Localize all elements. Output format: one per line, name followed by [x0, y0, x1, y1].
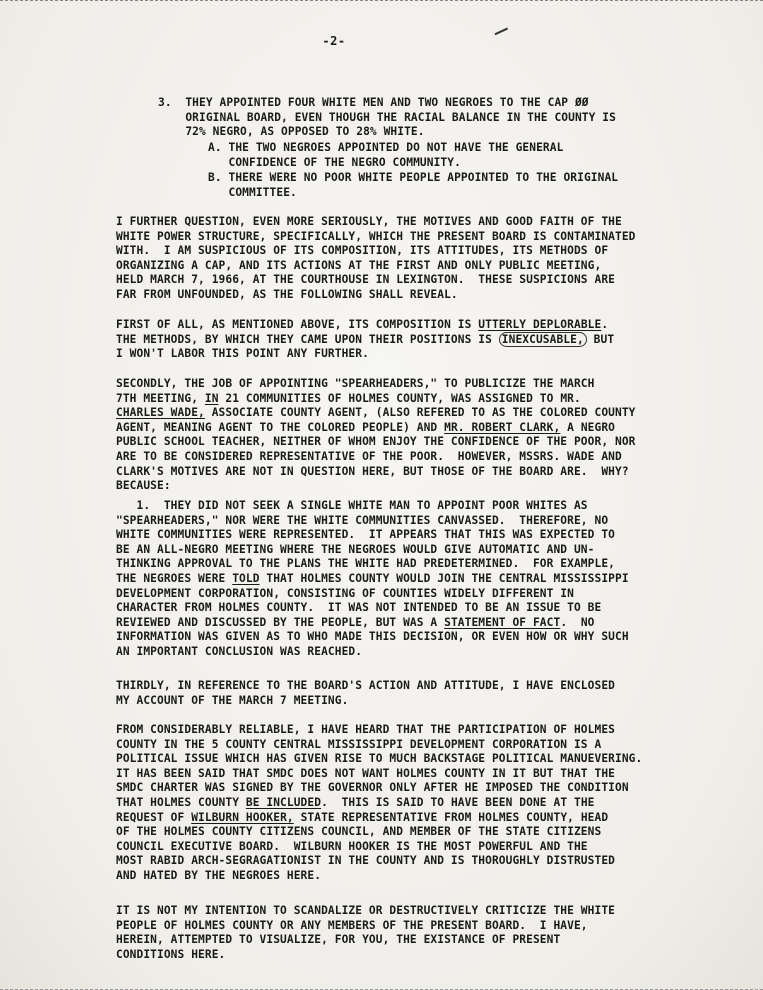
statement-of-fact-underlined: STATEMENT OF FACT: [444, 615, 561, 629]
be-included-underlined: BE INCLUDED: [245, 795, 322, 809]
item-3: [158, 96, 616, 140]
p1-line-2: WHITE POWER STRUCTURE, SPECIFICALLY, WHICH THE PRESENT BOARD IS CONTAMINATED: [116, 229, 636, 243]
p4-line-9-end: . NO: [560, 615, 595, 629]
cap-mark: ØØ: [574, 96, 589, 109]
p4-line-1: 1. THEY DID NOT SEEK A SINGLE WHITE MAN TO APPOINT POOR WHITES AS: [116, 499, 588, 512]
paragraph-2: [116, 318, 614, 362]
p3-line-8: BECAUSE:: [116, 479, 171, 493]
p2-line-2-end: BUT: [586, 332, 615, 346]
p5-line-2: MY ACCOUNT OF THE MARCH 7 MEETING.: [116, 693, 349, 707]
p1-line-4: ORGANIZING A CAP, AND ITS ACTIONS AT THE FIRST AND ONLY PUBLIC MEETING,: [116, 258, 602, 272]
p6-line-4: IT HAS BEEN SAID THAT SMDC DOES NOT WANT HOLMES COUNTY IN IT BUT THAT THE: [116, 766, 615, 780]
p3-line-1: SECONDLY, THE JOB OF APPOINTING "SPEARHEADERS," TO PUBLICIZE THE MARCH: [116, 377, 595, 390]
p3-line-4-start: AGENT, MEANING AGENT TO THE COLORED PEOPLE) AND: [116, 420, 445, 434]
p4-line-11: AN IMPORTANT CONCLUSION WAS REACHED.: [116, 644, 363, 658]
p6-line-3: POLITICAL ISSUE WHICH HAS GIVEN RISE TO MUCH BACKSTAGE POLITICAL MANUEVERING.: [116, 752, 643, 766]
sub-b-line-2: COMMITTEE.: [208, 185, 297, 199]
item-3-line-1: 3. THEY APPOINTED FOUR WHITE MEN AND TWO NEGROES TO THE CAP: [158, 96, 575, 109]
p6-line-7-end: STATE REPRESENTATIVE FROM HOLMES COUNTY, HEAD: [293, 810, 609, 824]
told-underlined: TOLD: [232, 571, 260, 585]
p1-line-6: FAR FROM UNFOUNDED, AS THE FOLLOWING SHALL REVEAL.: [116, 287, 458, 301]
paragraph-5: [116, 679, 615, 708]
utterly-deplorable-underlined: UTTERLY DEPLORABLE: [478, 318, 602, 331]
paragraph-6: [116, 723, 642, 884]
p2-line-3: I WON'T LABOR THIS POINT ANY FURTHER.: [116, 347, 369, 361]
wilburn-hooker-underlined: WILBURN HOOKER,: [191, 810, 294, 824]
p7-line-3: HEREIN, ATTEMPTED TO VISUALIZE, FOR YOU, THE EXISTANCE OF PRESENT: [116, 933, 561, 947]
sub-a-line-1: A. THE TWO NEGROES APPOINTED DO NOT HAVE THE GENERAL: [208, 141, 564, 154]
p1-line-5: HELD MARCH 7, 1966, AT THE COURTHOUSE IN LEXINGTON. THESE SUSPICIONS ARE: [116, 273, 615, 287]
p6-line-7-start: REQUEST OF: [116, 810, 192, 824]
p4-line-10: INFORMATION WAS GIVEN AS TO WHO MADE THIS DECISION, OR EVEN HOW OR WHY SUCH: [116, 630, 629, 644]
p4-line-3: WHITE COMMUNITIES WERE REPRESENTED. IT APPEARS THAT THIS WAS EXPECTED TO: [116, 528, 615, 542]
paragraph-4: [116, 499, 629, 660]
paragraph-3: [116, 377, 636, 494]
item-3-line-2: ORIGINAL BOARD, EVEN THOUGH THE RACIAL BALANCE IN THE COUNTY IS: [158, 110, 616, 124]
robert-clark-underlined: MR. ROBERT CLARK,: [444, 420, 561, 434]
p5-line-1: THIRDLY, IN REFERENCE TO THE BOARD'S ACTION AND ATTITUDE, I HAVE ENCLOSED: [116, 679, 615, 692]
p3-line-4-end: A NEGRO: [560, 420, 615, 434]
p3-line-6: ARE TO BE CONSIDERED REPRESENTATIVE OF THE POOR. HOWEVER, MSSRS. WADE AND: [116, 449, 622, 463]
p4-line-2: "SPEARHEADERS," NOR WERE THE WHITE COMMUNITIES CANVASSED. THEREFORE, NO: [116, 513, 609, 527]
p6-line-8: OF THE HOLMES COUNTY CITIZENS COUNCIL, AND MEMBER OF THE STATE CITIZENS: [116, 825, 602, 839]
page-number: -2-: [322, 34, 346, 48]
p6-line-10: MOST RABID ARCH-SEGRAGATIONIST IN THE COUNTY AND IS THOROUGHLY DISTRUSTED: [116, 854, 615, 868]
p2-line-1-end: .: [601, 318, 609, 331]
p6-line-9: COUNCIL EXECUTIVE BOARD. WILBURN HOOKER IS THE MOST POWERFUL AND THE: [116, 839, 588, 853]
p6-line-2: COUNTY IN THE 5 COUNTY CENTRAL MISSISSIPPI DEVELOPMENT CORPORATION IS A: [116, 737, 602, 751]
page-top-edge: [0, 0, 763, 4]
p2-line-1-text: FIRST OF ALL, AS MENTIONED ABOVE, ITS COMPOSITION IS: [116, 318, 479, 331]
inexcusable-circled: INEXCUSABLE,: [499, 332, 587, 347]
p6-line-6-end: . THIS IS SAID TO HAVE BEEN DONE AT THE: [321, 795, 595, 809]
p4-line-6-start: THE NEGROES WERE: [116, 571, 233, 585]
p3-line-2-start: 7TH MEETING,: [116, 391, 205, 405]
p7-line-2: PEOPLE OF HOLMES COUNTY OR ANY MEMBERS OF THE PRESENT BOARD. I HAVE,: [116, 918, 588, 932]
p7-line-1: IT IS NOT MY INTENTION TO SCANDALIZE OR DESTRUCTIVELY CRITICIZE THE WHITE: [116, 904, 615, 917]
p4-line-6-end: THAT HOLMES COUNTY WOULD JOIN THE CENTRAL MISSISSIPPI: [259, 571, 629, 585]
p6-line-6-start: THAT HOLMES COUNTY: [116, 795, 246, 809]
p1-line-1: I FURTHER QUESTION, EVEN MORE SERIOUSLY, THE MOTIVES AND GOOD FAITH OF THE: [116, 215, 622, 228]
p4-line-9-start: REVIEWED AND DISCUSSED BY THE PEOPLE, BUT WAS A: [116, 615, 445, 629]
sub-b-line-1: B. THERE WERE NO POOR WHITE PEOPLE APPOINTED TO THE ORIGINAL: [208, 171, 619, 184]
p2-line-2-text: THE METHODS, BY WHICH THEY CAME UPON THEIR POSITIONS IS: [116, 332, 499, 346]
paragraph-1: [116, 215, 636, 303]
p6-line-5: SMDC CHARTER WAS SIGNED BY THE GOVERNOR ONLY AFTER HE IMPOSED THE CONDITION: [116, 781, 629, 795]
p4-line-8: CHARACTER FROM HOLMES COUNTY. IT WAS NOT INTENDED TO BE AN ISSUE TO BE: [116, 601, 602, 615]
p7-line-4: CONDITIONS HERE.: [116, 947, 226, 961]
item-3-sub-a: [208, 141, 563, 170]
p3-line-3-end: ASSOCIATE COUNTY AGENT, (ALSO REFERED TO AS THE COLORED COUNTY: [204, 406, 636, 420]
p4-line-5: THINKING APPROVAL TO THE PLANS THE WHITE HAD PREDETERMINED. FOR EXAMPLE,: [116, 557, 615, 571]
p6-line-1: FROM CONSIDERABLY RELIABLE, I HAVE HEARD THAT THE PARTICIPATION OF HOLMES: [116, 723, 615, 736]
p1-line-3: WITH. I AM SUSPICIOUS OF ITS COMPOSITION, ITS ATTITUDES, ITS METHODS OF: [116, 244, 609, 258]
p3-line-2-end: 21 COMMUNITIES OF HOLMES COUNTY, WAS ASSIGNED TO MR.: [218, 391, 581, 405]
page-bottom-edge: [0, 986, 763, 990]
paragraph-7: [116, 904, 615, 962]
in-underlined: IN: [204, 391, 219, 405]
item-3-sub-b: [208, 171, 618, 200]
p3-line-7: CLARK'S MOTIVES ARE NOT IN QUESTION HERE, BUT THOSE OF THE BOARD ARE. WHY?: [116, 464, 629, 478]
p6-line-11: AND HATED BY THE NEGROES HERE.: [116, 868, 322, 882]
item-3-line-3: 72% NEGRO, AS OPPOSED TO 28% WHITE.: [158, 125, 425, 139]
p4-line-4: BE AN ALL-NEGRO MEETING WHERE THE NEGROES WOULD GIVE AUTOMATIC AND UN-: [116, 542, 595, 556]
p4-line-7: DEVELOPMENT CORPORATION, CONSISTING OF COUNTIES WIDELY DIFFERENT IN: [116, 586, 574, 600]
p3-line-5: PUBLIC SCHOOL TEACHER, NEITHER OF WHOM ENJOY THE CONFIDENCE OF THE POOR, NOR: [116, 435, 636, 449]
sub-a-line-2: CONFIDENCE OF THE NEGRO COMMUNITY.: [208, 155, 461, 169]
charles-wade-underlined: CHARLES WADE,: [116, 406, 205, 420]
